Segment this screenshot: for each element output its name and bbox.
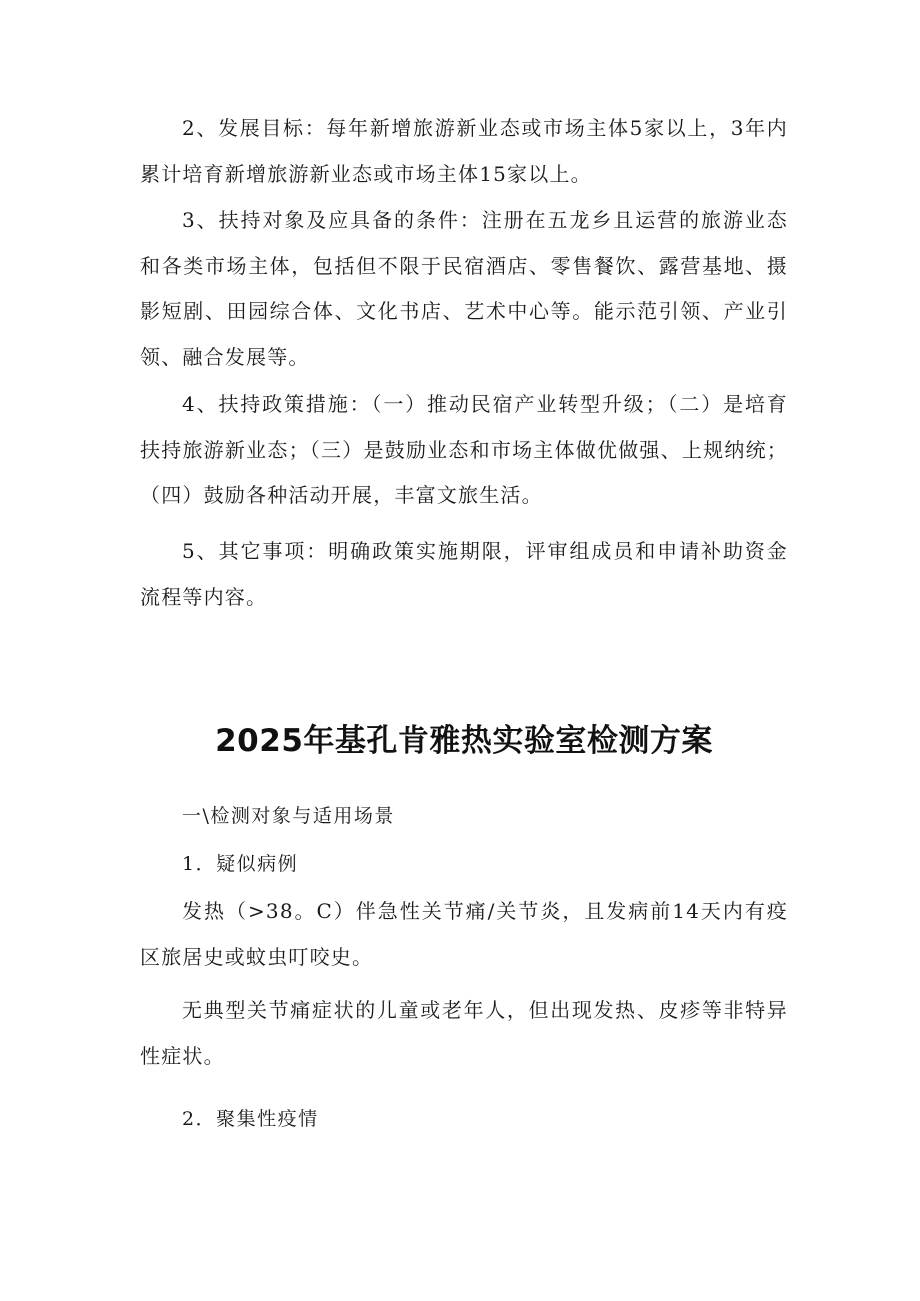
paragraph-other-matters: 5、其它事项：明确政策实施期限，评审组成员和申请补助资金流程等内容。	[140, 539, 788, 609]
section-heading: 一\检测对象与适用场景	[182, 805, 395, 827]
paragraph-suspected-criteria: 发热（>38。C）伴急性关节痛/关节炎，且发病前14天内有疫区旅居史或蚊虫叮咬史。	[140, 899, 788, 969]
paragraph-support-measures: 4、扶持政策措施：（一）推动民宿产业转型升级；（二）是培育扶持旅游新业态；（三）是鼓励业态和市场主体做优做强、上规纳统；（四）鼓励各种活动开展，丰富文旅生活。	[140, 392, 788, 507]
subheading-cluster-outbreak: 2．聚集性疫情	[182, 1108, 319, 1130]
paragraph-support-targets: 3、扶持对象及应具备的条件：注册在五龙乡且运营的旅游业态和各类市场主体，包括但不限于民宿酒店、零售餐饮、露营基地、摄影短剧、田园综合体、文化书店、艺术中心等。能示范引领、产业引领、融合发展等。	[140, 208, 788, 369]
document-title: 2025年基孔肯雅热实验室检测方案	[215, 723, 713, 759]
paragraph-atypical-symptoms: 无典型关节痛症状的儿童或老年人，但出现发热、皮疹等非特异性症状。	[140, 998, 788, 1068]
subheading-suspected-cases: 1．疑似病例	[182, 853, 299, 875]
paragraph-development-goal: 2、发展目标：每年新增旅游新业态或市场主体5家以上，3年内累计培育新增旅游新业态或市场主体15家以上。	[140, 116, 788, 186]
